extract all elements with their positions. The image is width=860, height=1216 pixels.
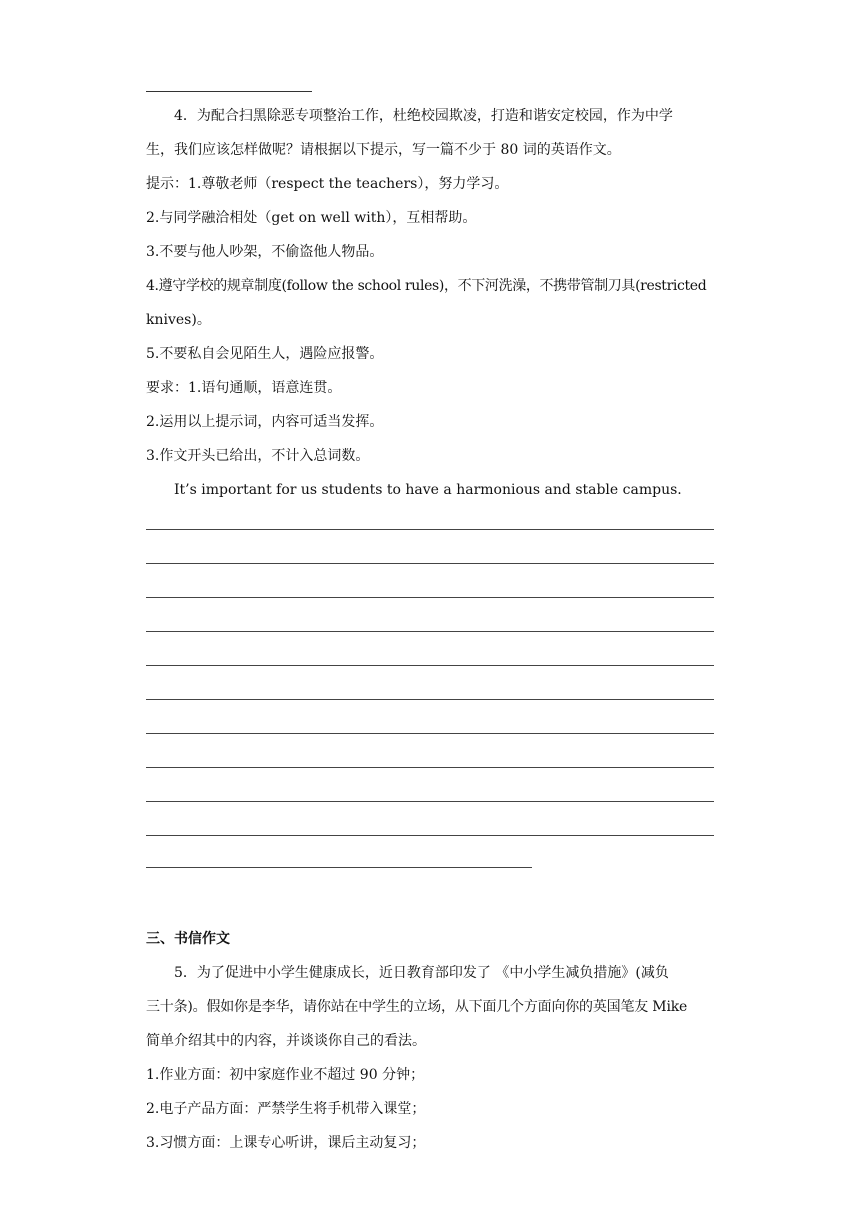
q4-intro-line-2: 生，我们应该怎样做呢？请根据以下提示，写一篇不少于 80 词的英语作文。	[146, 142, 621, 158]
answer-line[interactable]	[146, 529, 714, 530]
answer-line[interactable]	[146, 563, 714, 564]
answer-line[interactable]	[146, 665, 714, 666]
answer-line[interactable]	[146, 733, 714, 734]
q5-intro-line-3: 简单介绍其中的内容，并谈谈你自己的看法。	[146, 1033, 426, 1049]
q4-requirement-3: 3.作文开头已给出，不计入总词数。	[146, 448, 370, 464]
section-heading: 三、书信作文	[146, 931, 230, 947]
answer-line-last[interactable]	[146, 867, 532, 868]
answer-line[interactable]	[146, 801, 714, 802]
q5-intro-line-1: 5．为了促进中小学生健康成长，近日教育部印发了 《中小学生减负措施》(减负	[174, 965, 669, 981]
answer-line[interactable]	[146, 767, 714, 768]
answer-line[interactable]	[146, 631, 714, 632]
q4-hint-5: 5.不要私自会见陌生人，遇险应报警。	[146, 346, 384, 362]
q4-hint-2: 2.与同学融洽相处（get on well with），互相帮助。	[146, 210, 477, 226]
answer-line[interactable]	[146, 835, 714, 836]
answer-line[interactable]	[146, 597, 714, 598]
q5-item-2: 2.电子产品方面：严禁学生将手机带入课堂；	[146, 1101, 426, 1117]
q5-item-3: 3.习惯方面：上课专心听讲，课后主动复习；	[146, 1135, 426, 1151]
answer-line[interactable]	[146, 699, 714, 700]
q4-hint-1: 提示：1.尊敬老师（respect the teachers），努力学习。	[146, 176, 509, 192]
q5-intro-line-2: 三十条)。假如你是李华，请你站在中学生的立场，从下面几个方面向你的英国笔友 Mike	[146, 999, 688, 1015]
previous-answer-line	[146, 91, 312, 92]
q4-intro-line-1: 4．为配合扫黑除恶专项整治工作，杜绝校园欺凌，打造和谐安定校园，作为中学	[174, 108, 673, 124]
q5-item-1: 1.作业方面：初中家庭作业不超过 90 分钟；	[146, 1067, 425, 1083]
q4-opening-sentence: It’s important for us students to have a harmonious and stable campus.	[174, 482, 682, 498]
q4-requirement-1: 要求：1.语句通顺，语意连贯。	[146, 380, 342, 396]
q4-requirement-2: 2.运用以上提示词，内容可适当发挥。	[146, 414, 384, 430]
q4-hint-3: 3.不要与他人吵架，不偷盗他人物品。	[146, 244, 384, 260]
q4-hint-4-cont: knives)。	[146, 312, 211, 328]
q4-hint-4: 4.遵守学校的规章制度(follow the school rules)，不下河洗澡，不携带管制刀具(restricted	[146, 278, 707, 294]
